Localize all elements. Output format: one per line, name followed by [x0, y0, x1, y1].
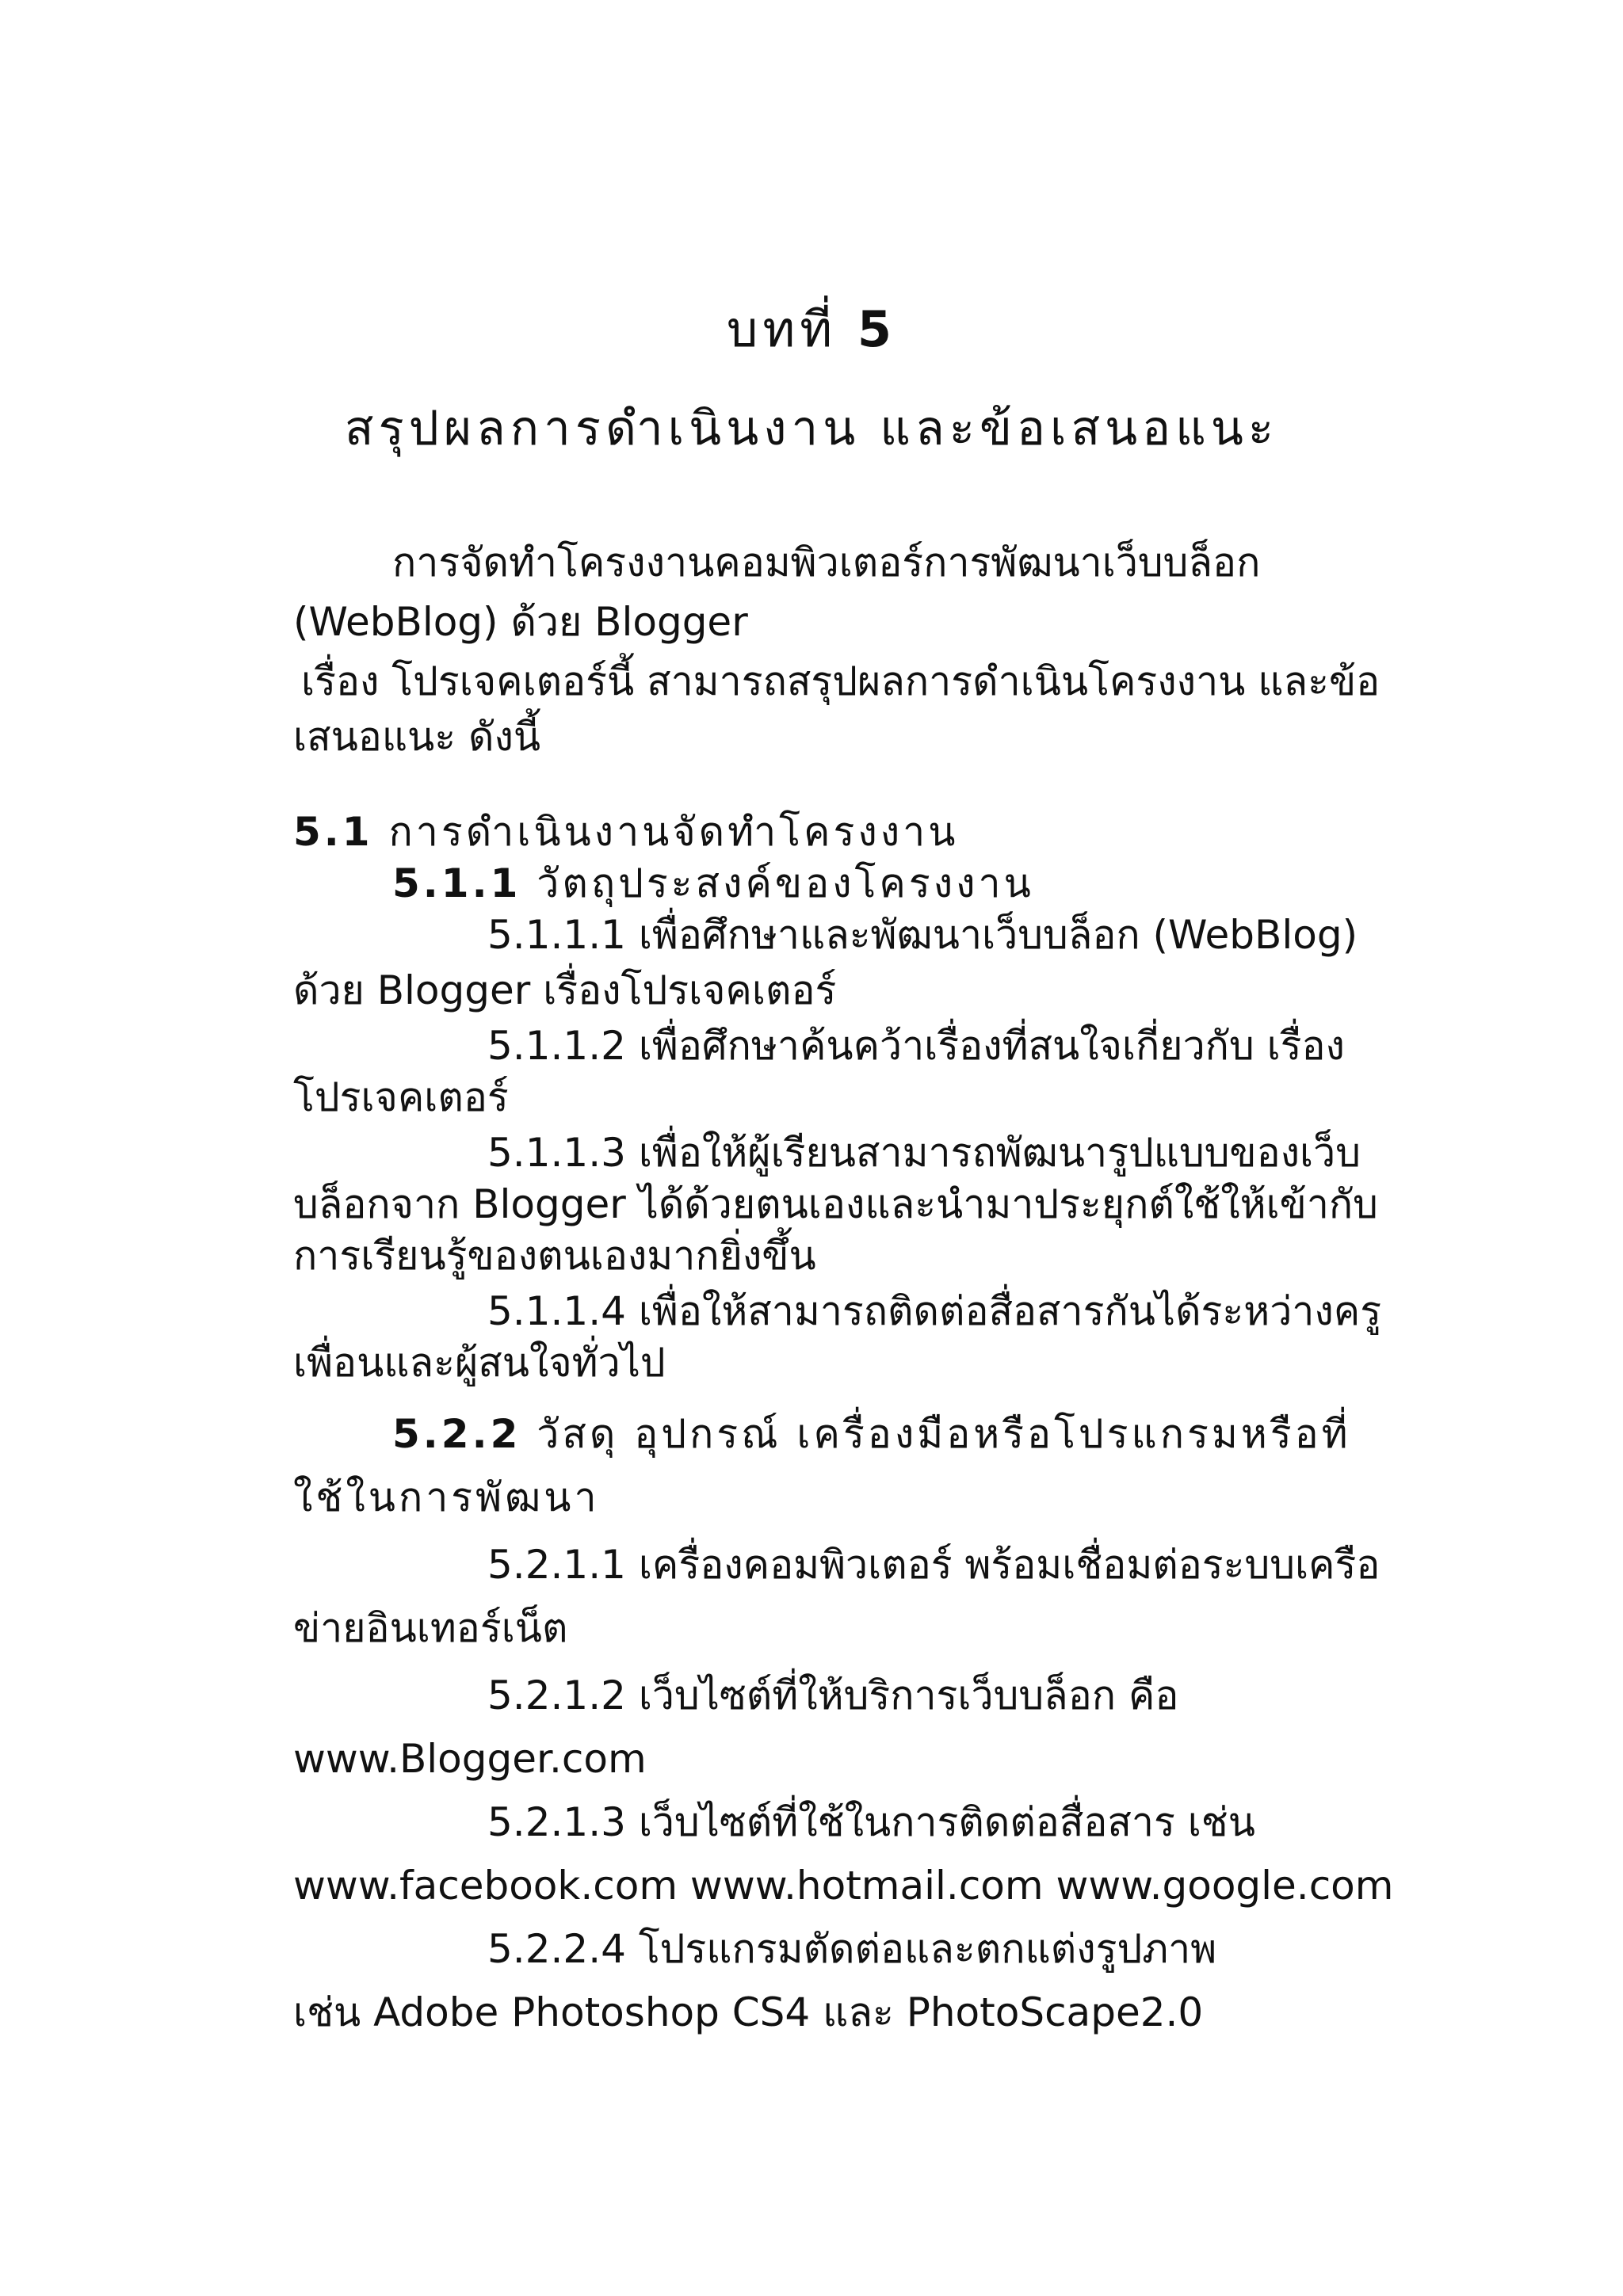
section-5-2-2-number: 5.2.2	[392, 1411, 521, 1457]
equipment-4-line-1: 5.2.2.4 โปรแกรมตัดต่อและตกแต่งรูปภาพ	[487, 1926, 1217, 1972]
objective-4-line-1: 5.1.1.4 เพื่อให้สามารถติดต่อสื่อสารกันได้ระหว่างครู	[487, 1288, 1382, 1334]
chapter-title: สรุปผลการดำเนินงาน และข้อเสนอแนะ	[344, 401, 1279, 456]
objective-1-line-2: ด้วย Blogger เรื่องโปรเจคเตอร์	[293, 967, 837, 1013]
equipment-4-line-2: เช่น Adobe Photoshop CS4 และ PhotoScape2.0	[293, 1989, 1204, 2035]
objective-1-line-1: 5.1.1.1 เพื่อศึกษาและพัฒนาเว็บบล็อก (WebBlog)	[487, 912, 1358, 958]
section-5-1-1-number: 5.1.1	[392, 860, 521, 906]
chapter-label: บทที่	[727, 300, 838, 358]
intro-line-4: เสนอแนะ ดังนี้	[293, 714, 541, 760]
objective-2-line-1: 5.1.1.2 เพื่อศึกษาค้นคว้าเรื่องที่สนใจเกี่ยวกับ เรื่อง	[487, 1023, 1345, 1069]
equipment-3-line-2: www.facebook.com www.hotmail.com www.google.com	[293, 1863, 1394, 1909]
section-5-2-2-title-line-1: วัสดุ อุปกรณ์ เครื่องมือหรือโปรแกรมหรือที่	[537, 1411, 1351, 1457]
section-5-2-2-title-line-2: ใช้ในการพัฒนา	[293, 1474, 600, 1520]
section-5-1-1-title: วัตถุประสงค์ของโครงงาน	[537, 860, 1034, 906]
chapter-number: 5	[857, 300, 896, 358]
section-5-2-2-heading	[392, 1410, 1351, 1458]
objective-3-line-1: 5.1.1.3 เพื่อให้ผู้เรียนสามารถพัฒนารูปแบบของเว็บ	[487, 1130, 1361, 1176]
objective-3-line-3: การเรียนรู้ของตนเองมากยิ่งขึ้น	[293, 1233, 816, 1279]
equipment-2-line-2: www.Blogger.com	[293, 1736, 647, 1782]
objective-3-line-2: บล็อกจาก Blogger ได้ด้วยตนเองและนำมาประยุกต์ใช้ให้เข้ากับ	[293, 1181, 1378, 1227]
equipment-2-line-1: 5.2.1.2 เว็บไซต์ที่ให้บริการเว็บบล็อก คือ	[487, 1672, 1179, 1718]
section-5-1-number: 5.1	[293, 809, 373, 855]
section-5-1-heading	[293, 808, 958, 856]
equipment-1-line-2: ข่ายอินเทอร์เน็ต	[293, 1605, 568, 1651]
objective-4-line-2: เพื่อนและผู้สนใจทั่วไป	[293, 1340, 666, 1386]
objective-2-line-2: โปรเจคเตอร์	[293, 1074, 509, 1120]
intro-line-3: เรื่อง โปรเจคเตอร์นี้ สามารถสรุปผลการดำเนินโครงงาน และข้อ	[301, 658, 1381, 704]
intro-line-2: (WebBlog) ด้วย Blogger	[293, 599, 748, 645]
equipment-3-line-1: 5.2.1.3 เว็บไซต์ที่ใช้ในการติดต่อสื่อสาร เช่น	[487, 1799, 1255, 1845]
section-5-1-1-heading	[392, 860, 1034, 907]
intro-line-1: การจัดทำโครงงานคอมพิวเตอร์การพัฒนาเว็บบล็อก	[392, 540, 1261, 585]
section-5-1-title: การดำเนินงานจัดทำโครงงาน	[388, 809, 959, 855]
equipment-1-line-1: 5.2.1.1 เครื่องคอมพิวเตอร์ พร้อมเชื่อมต่อระบบเครือ	[487, 1542, 1381, 1588]
chapter-heading	[0, 301, 1623, 358]
